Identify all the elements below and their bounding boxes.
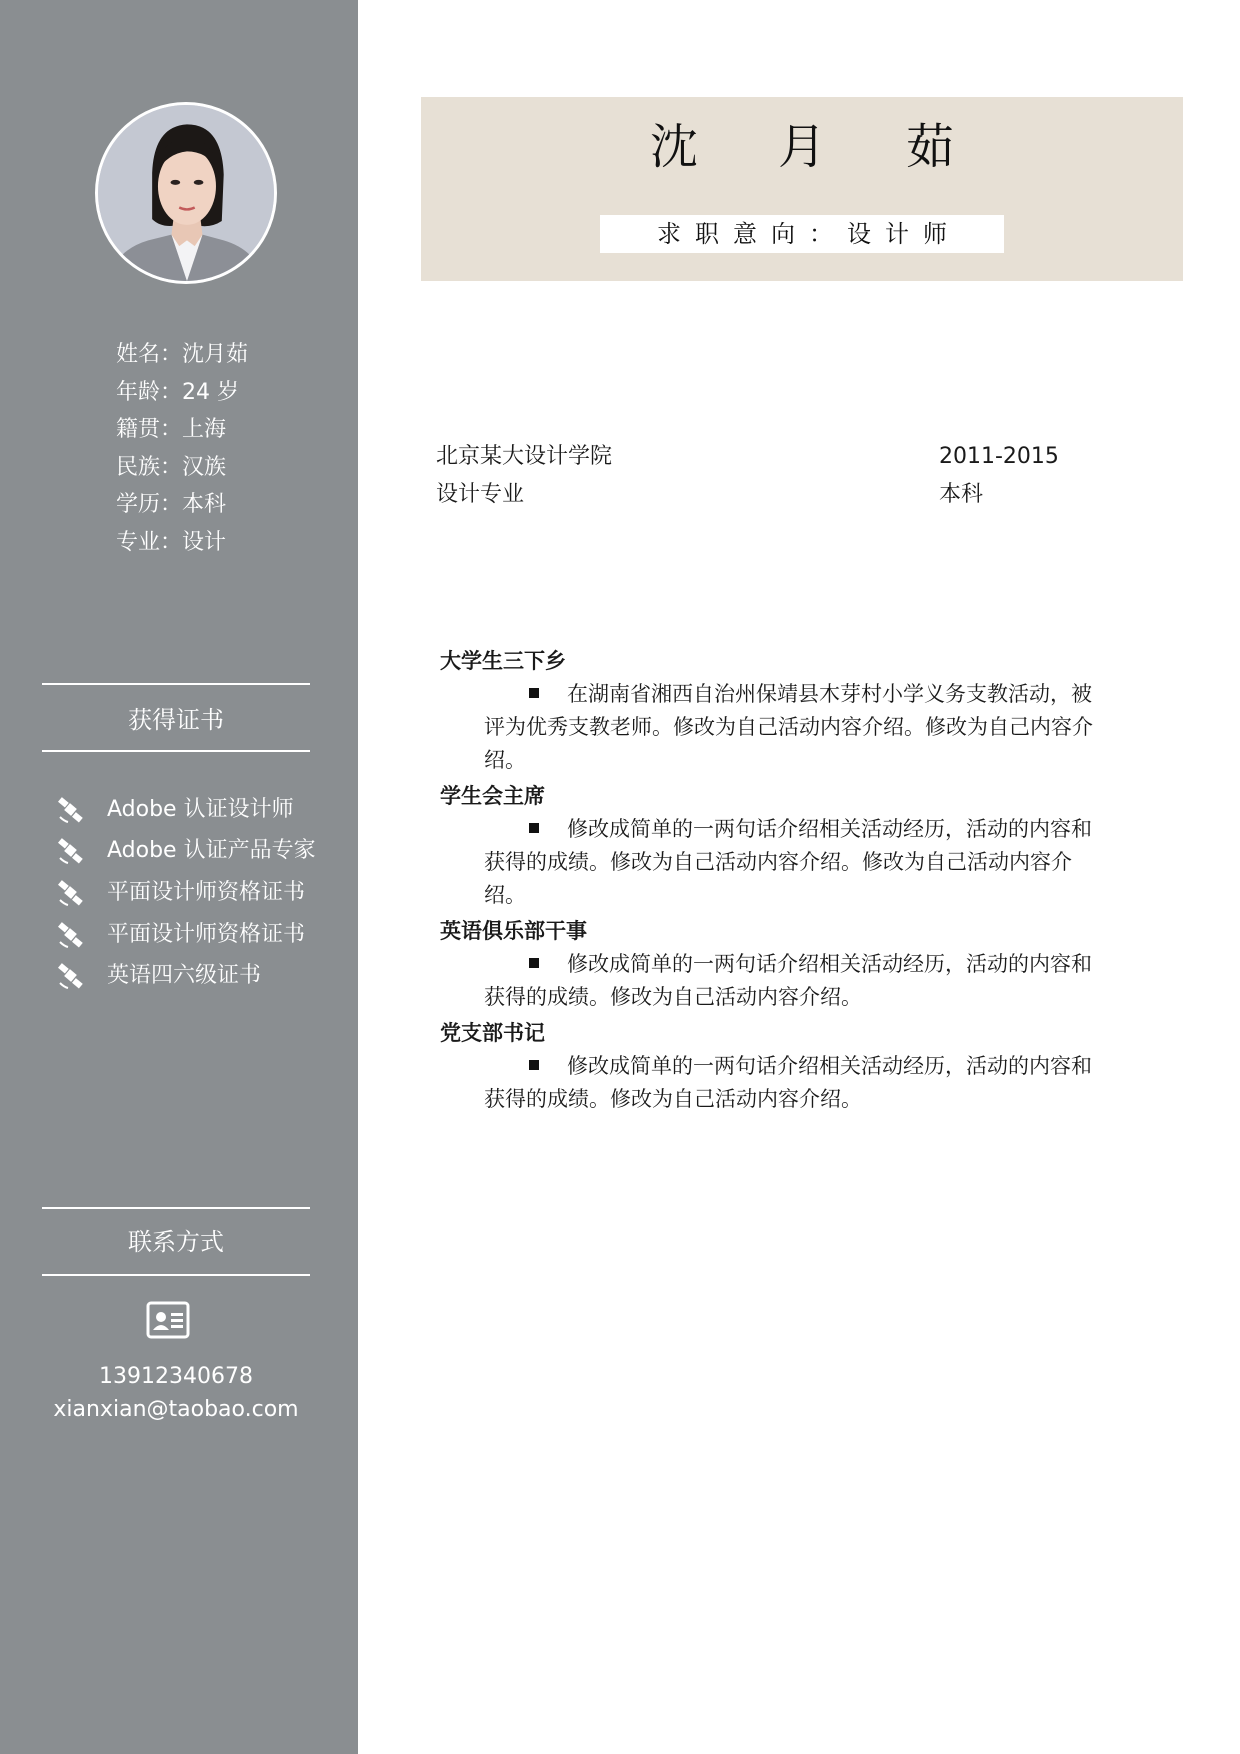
list-item [56,914,316,956]
experience-title: 英语俱乐部干事 [440,919,587,943]
info-age: 年龄：24 岁 [116,379,239,405]
major-name: 设计专业 [436,482,525,507]
list-item [56,831,316,873]
certificate-label: 平面设计师资格证书 [107,879,306,905]
experience-item [440,1018,1108,1116]
satellite-icon [56,836,86,866]
phone-number: 13912340678 [99,1364,253,1389]
experience-item [440,916,1108,1014]
experience-section [440,646,1108,1120]
school-name: 北京某大设计学院 [436,444,613,469]
info-ethnicity: 民族：汉族 [116,454,227,480]
personal-info [116,336,248,562]
satellite-icon [56,795,86,825]
satellite-icon [56,920,86,950]
study-period: 2011-2015 [939,444,1059,469]
certificate-label: 平面设计师资格证书 [107,921,306,947]
email-address: xianxian@taobao.com [53,1397,299,1422]
list-item [56,955,316,997]
candidate-name: 沈月茹 [649,119,1034,175]
list-item [56,872,316,914]
satellite-icon [56,961,86,991]
contact-heading: 联系方式 [128,1228,224,1256]
experience-item [440,646,1108,777]
section-divider [42,1207,310,1209]
satellite-icon [56,878,86,908]
experience-description [440,678,1108,777]
experience-item [440,781,1108,912]
certificates-heading: 获得证书 [128,706,224,734]
contact-card-icon [146,1301,190,1339]
header-banner [421,97,1183,281]
experience-title: 党支部书记 [440,1021,545,1045]
avatar [95,102,277,284]
education-row [436,442,1136,480]
experience-title: 学生会主席 [440,784,545,808]
info-hometown: 籍贯：上海 [116,417,227,443]
section-divider [42,1274,310,1276]
education-row [436,480,1136,518]
bullet-icon [529,958,539,968]
bullet-icon [529,823,539,833]
certificate-label: 英语四六级证书 [107,963,262,989]
info-name: 姓名：沈月茹 [116,342,249,367]
certificate-label: Adobe 认证产品专家 [107,838,316,864]
certificate-list [56,789,316,997]
info-major: 专业：设计 [116,529,227,555]
experience-description [440,813,1108,912]
section-divider [42,683,310,685]
experience-text: 修改成简单的一两句话介绍相关活动经历，活动的内容和获得的成绩。修改为自己活动内容介绍。修改为自己活动内容介绍。 [484,817,1092,907]
education-section [436,442,1136,518]
job-intent: 求职意向：设计师 [600,215,1004,253]
info-education: 学历：本科 [116,492,227,518]
experience-text: 修改成简单的一两句话介绍相关活动经历，活动的内容和获得的成绩。修改为自己活动内容介绍。 [484,1054,1092,1111]
experience-title: 大学生三下乡 [440,649,566,673]
section-divider [42,750,310,752]
experience-text: 修改成简单的一两句话介绍相关活动经历，活动的内容和获得的成绩。修改为自己活动内容介绍。 [484,952,1092,1009]
experience-description [440,948,1108,1014]
experience-description [440,1050,1108,1116]
bullet-icon [529,1060,539,1070]
certificate-label: Adobe 认证设计师 [107,796,294,822]
sidebar [0,0,358,1754]
experience-text: 在湖南省湘西自治州保靖县木芽村小学义务支教活动，被评为优秀支教老师。修改为自己活动内容介绍。修改为自己内容介绍。 [484,682,1093,772]
list-item [56,789,316,831]
degree: 本科 [939,482,984,507]
bullet-icon [529,688,539,698]
